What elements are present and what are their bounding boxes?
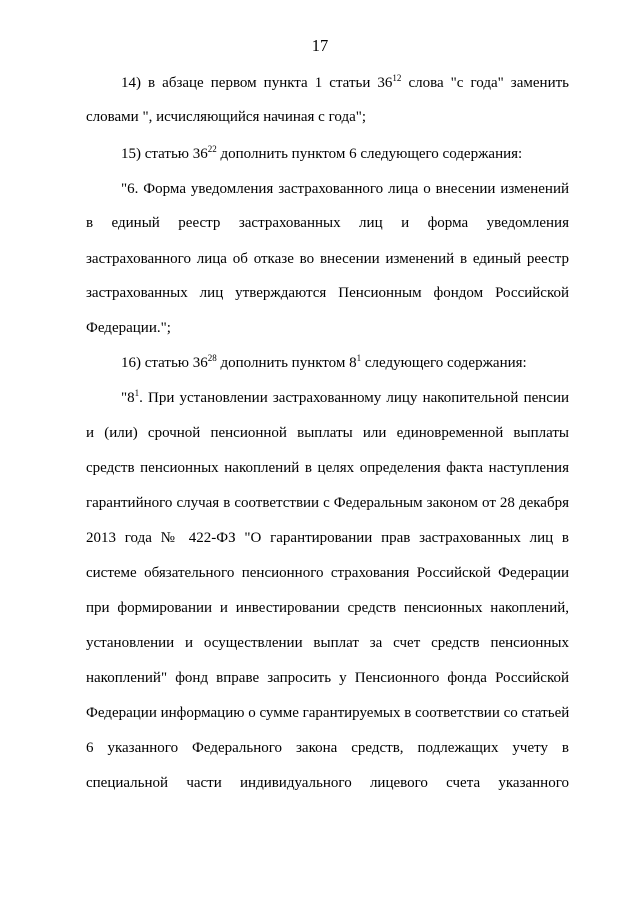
quote-8-line: Федерации информацию о сумме гарантируемых в соответствии со статьей — [86, 705, 570, 721]
quote-8-line: 2013 года № 422-ФЗ "О гарантировании прав застрахованных лиц в — [86, 530, 569, 546]
quote-8-line: системе обязательного пенсионного страхования Российской Федерации — [86, 565, 569, 581]
quote-8-line: накоплений" фонд вправе запросить у Пенсионного фонда Российской — [86, 670, 569, 686]
item-16-text-cont: следующего содержания: — [361, 355, 527, 371]
quote-8-first-line — [121, 389, 569, 407]
quote-8-line: гарантийного случая в соответствии с Федеральным законом от 28 декабря — [86, 495, 569, 511]
superscript: 28 — [207, 353, 217, 363]
quote-6-line: "6. Форма уведомления застрахованного лица о внесении изменений — [121, 181, 569, 197]
quote-6-line: Федерации."; — [86, 320, 171, 336]
quote-6-line: застрахованного лица об отказе во внесении изменений в единый реестр — [86, 251, 569, 267]
quote-6-line: в единый реестр застрахованных лиц и форма уведомления — [86, 215, 569, 231]
item-14-line-1 — [121, 74, 569, 92]
superscript: 1 — [356, 353, 362, 363]
quote-8-text-cont: . При установлении застрахованному лицу накопительной пенсии — [139, 390, 569, 406]
superscript: 1 — [134, 388, 140, 398]
page-number: 17 — [311, 36, 329, 55]
item-16-text: 16) статью 36 — [121, 355, 208, 371]
superscript: 12 — [392, 73, 402, 83]
quote-8-line: при формировании и инвестировании средств пенсионных накоплений, — [86, 600, 569, 616]
item-14-text: 14) в абзаце первом пункта 1 статьи 36 — [121, 75, 393, 91]
item-15-text-cont: дополнить пунктом 6 следующего содержания: — [216, 146, 523, 162]
item-14-line-2: словами ", исчисляющийся начиная с года"; — [86, 109, 367, 125]
superscript: 22 — [207, 144, 217, 154]
item-16-line — [121, 354, 569, 372]
item-14-text-cont: слова "с года" заменить — [401, 75, 569, 91]
quote-8-line: 6 указанного Федерального закона средств, подлежащих учету в — [86, 740, 569, 756]
item-16-text-mid: дополнить пунктом 8 — [216, 355, 357, 371]
quote-6-line: застрахованных лиц утверждаются Пенсионным фондом Российской — [86, 285, 569, 301]
quote-8-line: и (или) срочной пенсионной выплаты или единовременной выплаты — [86, 425, 569, 441]
item-15-text: 15) статью 36 — [121, 146, 208, 162]
item-15-line — [121, 145, 569, 163]
quote-8-line: средств пенсионных накоплений в целях определения факта наступления — [86, 460, 569, 476]
quote-8-line: установлении и осуществлении выплат за счет средств пенсионных — [86, 635, 569, 651]
quote-8-line: специальной части индивидуального лицевого счета указанного — [86, 775, 569, 791]
quote-8-text: "8 — [121, 390, 135, 406]
